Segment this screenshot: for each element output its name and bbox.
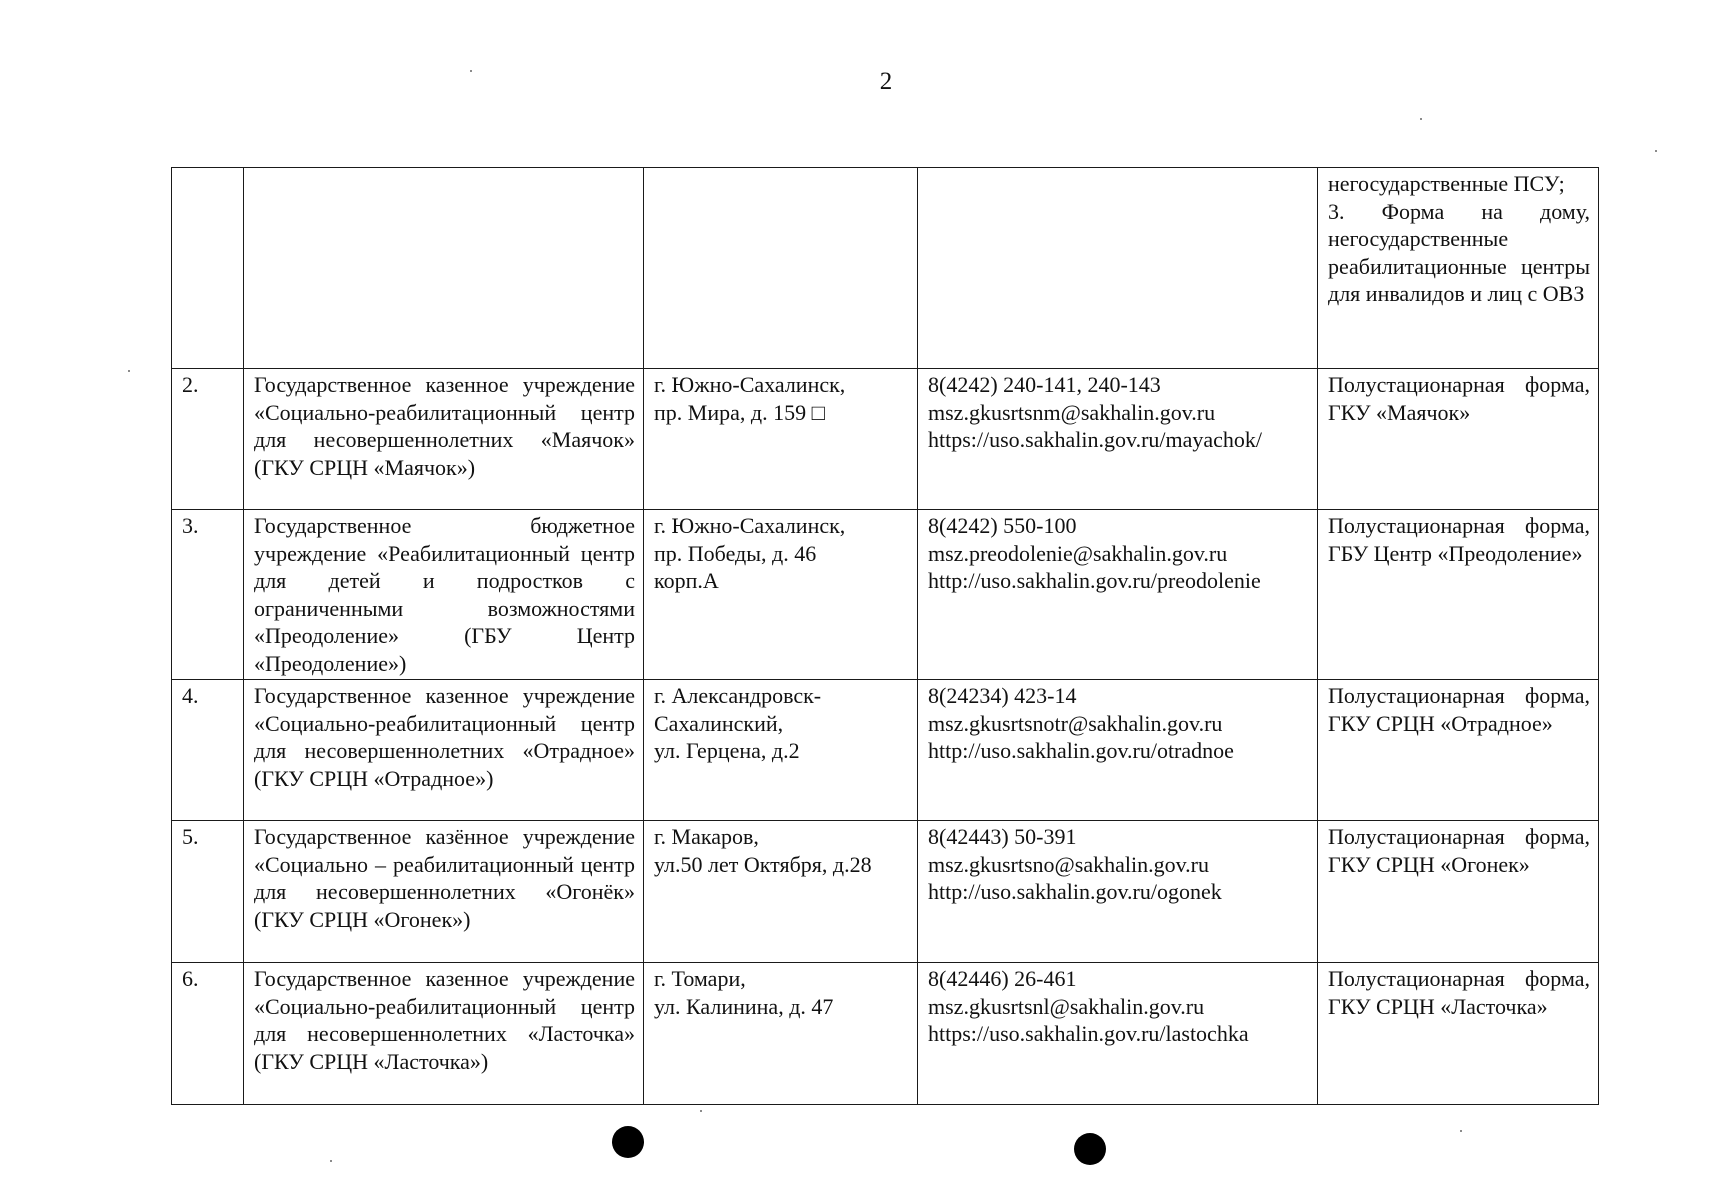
website: http://uso.sakhalin.gov.ru/otradnoe [928,738,1234,763]
institution-name: Государственное казенное учреждение «Социально-реабилитационный центр для несовершеннолетних «Отрадное» (ГКУ СРЦН «Отрадное») [244,680,644,821]
website: https://uso.sakhalin.gov.ru/mayachok/ [928,427,1263,452]
service-form: Полустационарная форма, ГКУ «Маячок» [1318,369,1599,510]
table-row [172,369,1599,510]
scan-speck [1420,118,1422,120]
table-row [172,963,1599,1105]
scan-speck [700,1110,702,1112]
website: http://uso.sakhalin.gov.ru/ogonek [928,879,1222,904]
website: https://uso.sakhalin.gov.ru/lastochka [928,1021,1249,1046]
service-form: Полустационарная форма, ГБУ Центр «Преодоление» [1318,510,1599,680]
institution-name: Государственное бюджетное учреждение «Реабилитационный центр для детей и подростков с ограниченными возможностями «Преодоление» (ГБУ Центр «Преодоление») [244,510,644,680]
scan-speck [330,1160,332,1162]
institution-name: Государственное казенное учреждение «Социально-реабилитационный центр для несовершеннолетних «Ласточка» (ГКУ СРЦН «Ласточка») [244,963,644,1105]
institution-name: Государственное казённое учреждение «Социально – реабилитационный центр для несовершеннолетних «Огонёк» (ГКУ СРЦН «Огонек») [244,821,644,963]
row-number: 3. [172,510,244,680]
institution-address: г. Александровск- Сахалинский, ул. Герцена, д.2 [644,680,918,821]
institution-address: г. Южно-Сахалинск, пр. Мира, д. 159 □ [644,369,918,510]
row-number: 5. [172,821,244,963]
email: msz.gkusrtsno@sakhalin.gov.ru [928,851,1209,877]
row-number: 6. [172,963,244,1105]
email: msz.preodolenie@sakhalin.gov.ru [928,540,1228,566]
service-form: Полустационарная форма, ГКУ СРЦН «Отрадное» [1318,680,1599,821]
institutions-table [171,167,1599,1105]
form-line: 3. Форма на дому, негосударственные реабилитационные центры для инвалидов и лиц с ОВЗ [1328,198,1590,306]
phone: 8(42446) 26-461 [928,966,1077,991]
row-number: 4. [172,680,244,821]
row-number: 2. [172,369,244,510]
table-row [172,821,1599,963]
table-row [172,510,1599,680]
scan-speck [1460,1130,1462,1132]
cell-form [1318,168,1599,369]
institution-contacts [918,680,1318,821]
phone: 8(4242) 550-100 [928,513,1077,538]
table-row [172,680,1599,821]
service-form: Полустационарная форма, ГКУ СРЦН «Ласточка» [1318,963,1599,1105]
website: http://uso.sakhalin.gov.ru/preodolenie [928,568,1261,593]
punch-hole-mark-left [612,1126,644,1158]
email: msz.gkusrtsnm@sakhalin.gov.ru [928,399,1216,425]
institution-contacts [918,963,1318,1105]
table-row-continuation [172,168,1599,369]
cell-contacts [918,168,1318,369]
institution-contacts [918,821,1318,963]
service-form: Полустационарная форма, ГКУ СРЦН «Огонек» [1318,821,1599,963]
phone: 8(4242) 240-141, 240-143 [928,372,1161,397]
cell-address [644,168,918,369]
scan-speck [128,370,130,372]
cell-name [244,168,644,369]
punch-hole-mark-right [1074,1133,1106,1165]
institution-address: г. Южно-Сахалинск, пр. Победы, д. 46 корп.А [644,510,918,680]
email: msz.gkusrtsnl@sakhalin.gov.ru [928,993,1205,1019]
institution-contacts [918,510,1318,680]
phone: 8(42443) 50-391 [928,824,1077,849]
page-number: 2 [879,68,893,95]
form-line: негосударственные ПСУ; [1328,171,1565,196]
institution-contacts [918,369,1318,510]
institution-address: г. Макаров, ул.50 лет Октября, д.28 [644,821,918,963]
email: msz.gkusrtsnotr@sakhalin.gov.ru [928,710,1223,736]
cell-num [172,168,244,369]
phone: 8(24234) 423-14 [928,683,1077,708]
institution-address: г. Томари, ул. Калинина, д. 47 [644,963,918,1105]
institution-name: Государственное казенное учреждение «Социально-реабилитационный центр для несовершеннолетних «Маячок» (ГКУ СРЦН «Маячок») [244,369,644,510]
scan-speck [470,70,472,72]
scan-speck [1655,150,1657,152]
